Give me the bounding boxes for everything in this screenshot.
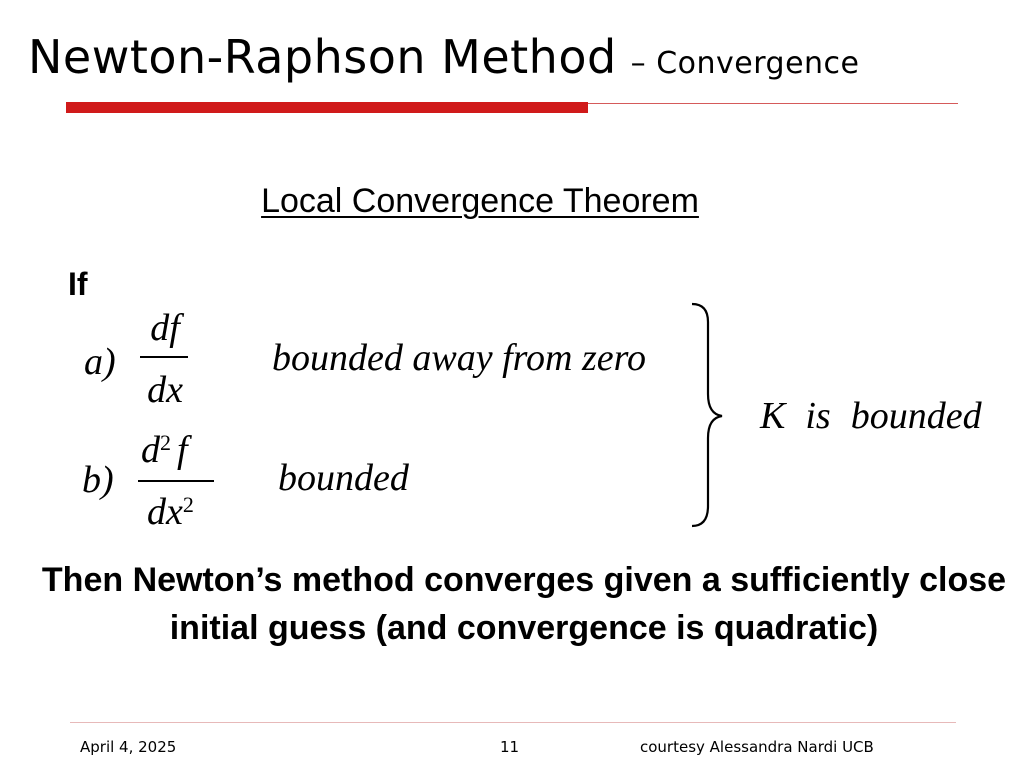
theorem-heading bbox=[0, 182, 960, 221]
condition-b-num-d: d bbox=[141, 429, 160, 471]
footer-credit: courtesy Alessandra Nardi UCB bbox=[640, 738, 874, 756]
title-main: Newton-Raphson Method bbox=[28, 30, 617, 84]
footer-date: April 4, 2025 bbox=[80, 738, 177, 756]
condition-a-text: bounded away from zero bbox=[272, 337, 646, 379]
conclusion-bounded: bounded bbox=[850, 395, 982, 437]
title-underline-bar bbox=[66, 102, 588, 113]
condition-a-numerator: df bbox=[150, 307, 180, 349]
conclusion-is: is bbox=[805, 395, 831, 437]
title-sub: – Convergence bbox=[630, 46, 860, 81]
condition-a-label: a) bbox=[84, 341, 116, 383]
condition-b-text: bounded bbox=[278, 457, 409, 499]
condition-b-denominator bbox=[147, 490, 194, 534]
footer-page-number: 11 bbox=[500, 738, 520, 756]
condition-b-num-exp: 2 bbox=[160, 430, 171, 455]
condition-a-denominator: dx bbox=[147, 369, 183, 411]
slide-title bbox=[28, 30, 860, 84]
condition-b-label: b) bbox=[82, 459, 114, 501]
if-label: If bbox=[68, 266, 88, 302]
condition-b-numerator bbox=[141, 428, 188, 472]
condition-b-den-exp: 2 bbox=[182, 492, 194, 517]
right-brace bbox=[688, 300, 728, 530]
condition-b-fraction-bar bbox=[138, 480, 214, 482]
condition-a-fraction-bar bbox=[140, 356, 188, 358]
condition-b-num-f: f bbox=[177, 429, 188, 471]
theorem-heading-text: Local Convergence Theorem bbox=[261, 182, 699, 220]
title-underline-line bbox=[588, 103, 958, 104]
conclusion-k: K bbox=[760, 395, 786, 437]
footer-divider bbox=[70, 722, 956, 723]
condition-b-den-dx: dx bbox=[147, 491, 183, 533]
right-brace-path bbox=[692, 304, 722, 526]
then-statement: Then Newton’s method converges given a sufficiently close initial guess (and convergence is quadratic) bbox=[41, 561, 1007, 647]
conclusion bbox=[760, 394, 982, 438]
